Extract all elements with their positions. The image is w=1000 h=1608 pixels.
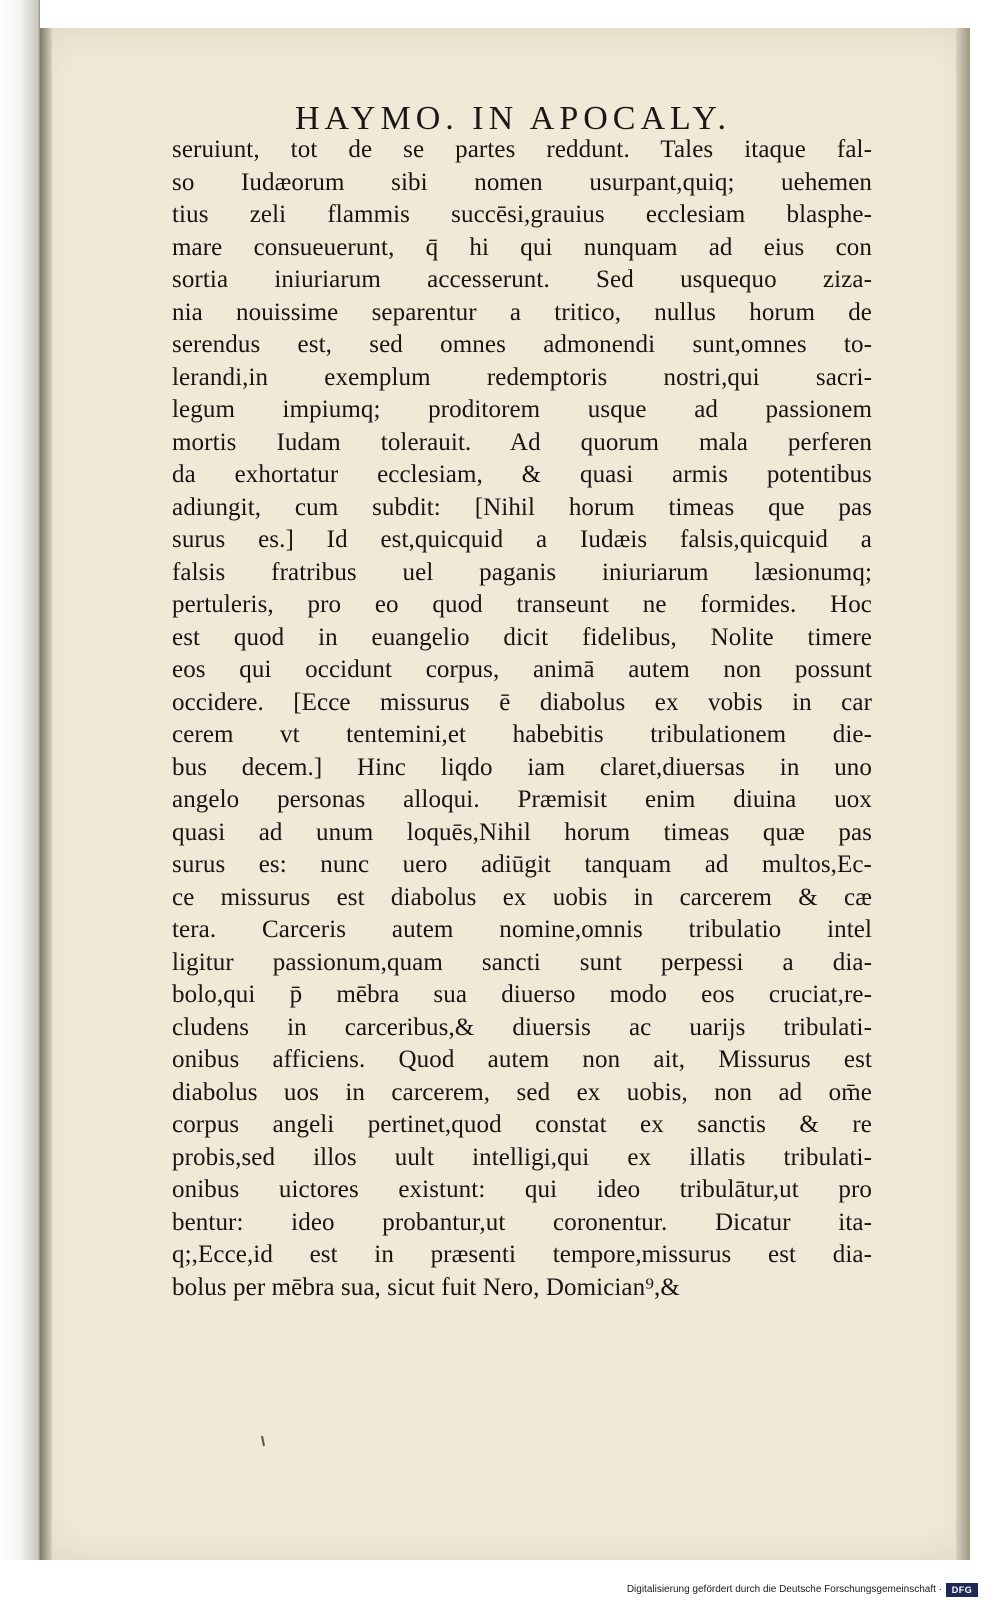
- running-head: HAYMO. IN APOCALY.: [294, 100, 732, 137]
- text-line: lerandi,in exemplum redemptoris nostri,qui sacri-: [172, 363, 872, 391]
- text-line: probis,sed illos uult intelligi,qui ex illatis tribulati-: [172, 1143, 872, 1171]
- text-line: bolus per mēbra sua, sicut fuit Nero, Domician⁹,&: [172, 1273, 680, 1301]
- text-line: corpus angeli pertinet,quod constat ex sanctis & re: [172, 1111, 872, 1138]
- text-line: falsis fratribus uel paganis iniuriarum læsionumq;: [172, 558, 872, 586]
- page-text-body: [172, 134, 872, 1304]
- text-line: tera. Carceris autem nomine,omnis tribulatio intel: [172, 916, 872, 943]
- text-line: angelo personas alloqui. Præmisit enim diuina uox: [172, 786, 872, 813]
- text-line: onibus uictores existunt: qui ideo tribulātur,ut pro: [172, 1176, 872, 1203]
- text-line: q;,Ecce,id est in præsenti tempore,missurus est dia-: [172, 1241, 872, 1268]
- text-line: bentur: ideo probantur,ut coronentur. Dicatur ita-: [172, 1208, 872, 1236]
- text-line: occidere. [Ecce missurus ē diabolus ex vobis in car: [172, 688, 872, 716]
- text-line: da exhortatur ecclesiam, & quasi armis potentibus: [172, 461, 872, 488]
- text-line: quasi ad unum loquēs,Nihil horum timeas quæ pas: [172, 818, 872, 846]
- margin-mark: [261, 1436, 265, 1446]
- text-line: bolo,qui p̄ mēbra sua diuerso modo eos cruciat,re-: [172, 981, 872, 1008]
- text-line: surus es.] Id est,quicquid a Iudæis falsis,quicquid a: [172, 526, 872, 553]
- text-line: nia nouissime separentur a tritico, nullus horum de: [172, 298, 872, 326]
- text-line: seruiunt, tot de se partes reddunt. Tales itaque fal-: [172, 136, 872, 163]
- text-line: sortia iniuriarum accesserunt. Sed usquequo ziza-: [172, 266, 872, 293]
- text-line: legum impiumq; proditorem usque ad passionem: [172, 396, 872, 423]
- text-line: bus decem.] Hinc liqdo iam claret,diuersas in uno: [172, 753, 872, 781]
- text-line: tius zeli flammis succēsi,grauius ecclesiam blasphe-: [172, 201, 872, 228]
- text-line: serendus est, sed omnes admonendi sunt,omnes to-: [172, 331, 872, 358]
- text-line: ligitur passionum,quam sancti sunt perpessi a dia-: [172, 948, 872, 976]
- text-line: cerem vt tentemini,et habebitis tribulationem die-: [172, 721, 872, 748]
- text-line: diabolus uos in carcerem, sed ex uobis, non ad om̄e: [172, 1078, 872, 1106]
- text-line: cludens in carceribus,& diuersis ac uarijs tribulati-: [172, 1013, 872, 1041]
- text-line: adiungit, cum subdit: [Nihil horum timeas que pas: [172, 493, 872, 521]
- dfg-logo: DFG: [946, 1583, 978, 1597]
- book-spine-shadow: [0, 0, 40, 1560]
- text-line: mortis Iudam tolerauit. Ad quorum mala perferen: [172, 428, 872, 456]
- text-line: est quod in euangelio dicit fidelibus, Nolite timere: [172, 623, 872, 651]
- text-line: surus es: nunc uero adiūgit tanquam ad multos,Ec-: [172, 851, 872, 878]
- footer-credit: Digitalisierung gefördert durch die Deutsche Forschungsgemeinschaft ·: [626, 1584, 942, 1595]
- text-line: ce missurus est diabolus ex uobis in carcerem & cæ: [172, 883, 872, 911]
- text-line: so Iudæorum sibi nomen usurpant,quiq; uehemen: [172, 168, 872, 196]
- text-line: mare consueuerunt, q̄ hi qui nunquam ad eius con: [172, 233, 872, 261]
- text-line: onibus afficiens. Quod autem non ait, Missurus est: [172, 1046, 872, 1073]
- text-line: eos qui occidunt corpus, animā autem non possunt: [172, 656, 872, 683]
- text-line: pertuleris, pro eo quod transeunt ne formides. Hoc: [172, 591, 872, 618]
